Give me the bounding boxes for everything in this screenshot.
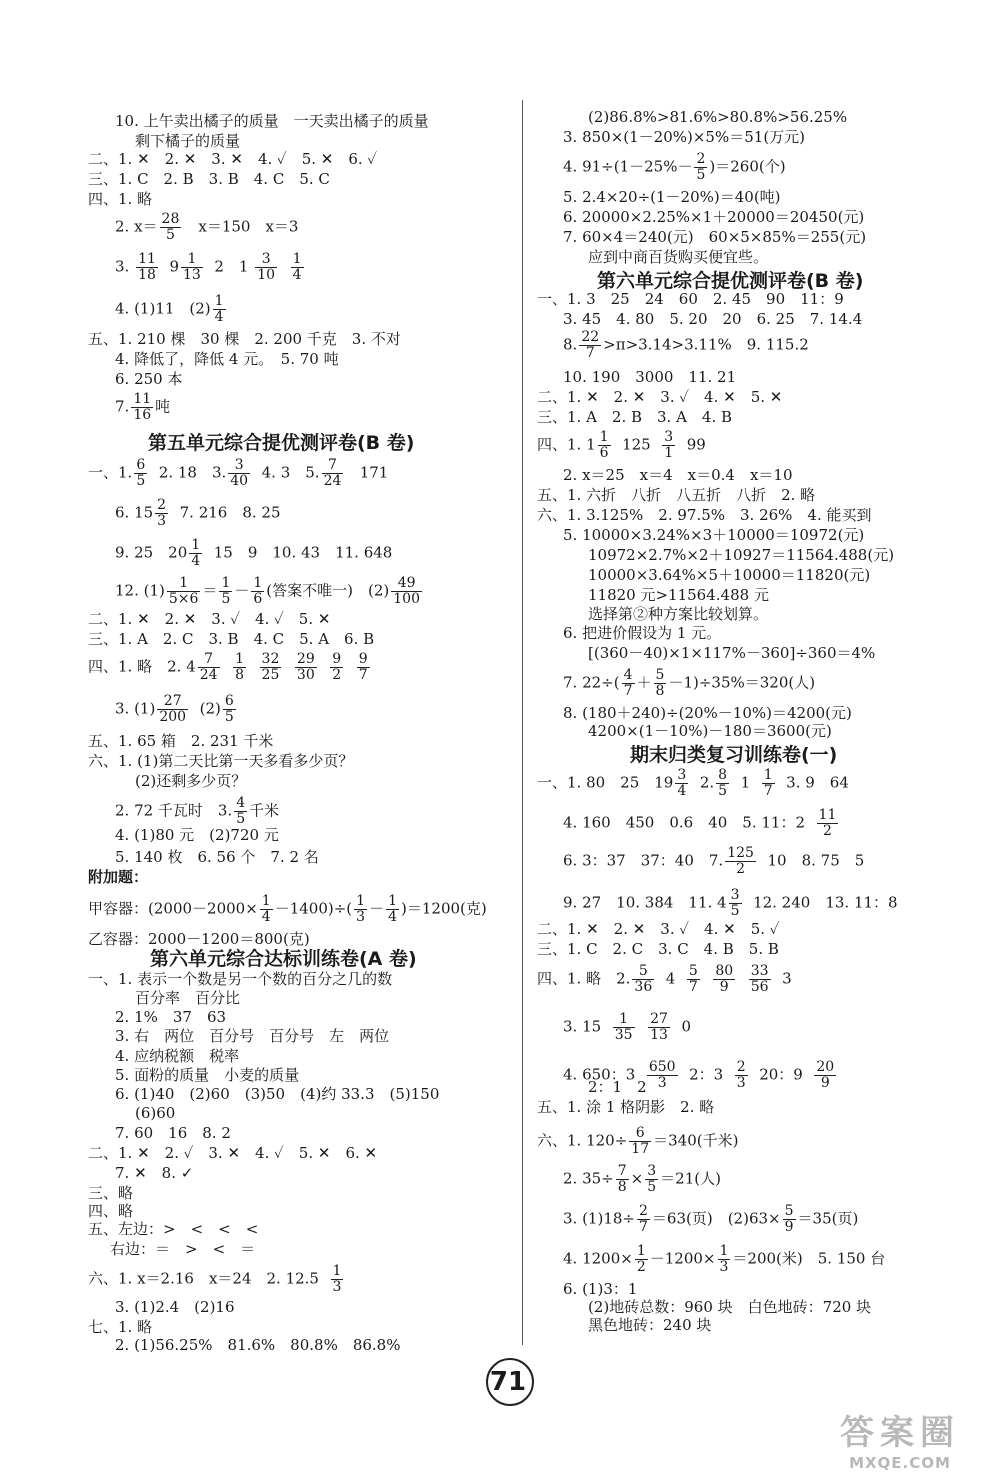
answer-line: 五、1. 涂 1 格阴影 2. 略: [537, 1098, 715, 1116]
answer-line: 六、1. x＝2.16 x＝24 2. 12.5 $\frac{1}{3}$: [88, 1263, 342, 1295]
section-title: 第六单元综合提优测评卷(B 卷): [597, 270, 864, 292]
answer-line: 六、1. (1)第二天比第一天多看多少页？: [88, 752, 354, 770]
answer-line: 3. 右 两位 百分号 百分号 左 两位: [115, 1027, 390, 1045]
answer-line: 一、1. 80 25 19 $\frac{3}{4}$ 2. $\frac{8}{5}$ 1 $\frac{1}{7}$ 3. 9 64: [537, 767, 849, 799]
answer-line: 7. 60×4＝240(元) 60×5×85%＝255(元): [563, 228, 867, 246]
answer-line: (6)60: [135, 1104, 176, 1122]
section-title: 第六单元综合达标训练卷(A 卷): [150, 948, 417, 970]
answer-line: 10000×3.64%×5＋10000＝11820(元): [588, 566, 871, 584]
answer-line: 3. (1)18÷ $\frac{2}{7}$ ＝63(页) (2)63× $\frac{5}{9}$ ＝35(页): [563, 1203, 859, 1235]
answer-line: 二、1. ✕ 2. ✕ 3. ✕ 4. ✓ 5. ✕ 6. ✓: [88, 150, 378, 168]
answer-line: 8. (180＋240)÷(20%－10%)＝4200(元): [563, 704, 852, 722]
answer-line: 10. 190 3000 11. 21: [563, 368, 737, 386]
answer-line: 4200×(1－10%)－180＝3600(元): [588, 722, 832, 740]
answer-line: 六、1. 120÷ $\frac{6}{17}$ ＝340(千米): [537, 1125, 739, 1157]
answer-line: 6. (1)40 (2)60 (3)50 (4)约 33.3 (5)150: [115, 1085, 440, 1103]
answer-line: 二、1. ✕ 2. ✕ 3. ✓ 4. ✕ 5. ✓: [537, 920, 780, 938]
answer-line: 9. 25 20 $\frac{1}{4}$ 15 9 10. 43 11. 648: [115, 537, 393, 569]
answer-line: 5. 2.4×20÷(1－20%)＝40(吨): [563, 188, 781, 206]
answer-line: 二、1. ✕ 2. ✓ 3. ✕ 4. ✓ 5. ✕ 6. ✕: [88, 1144, 378, 1162]
answer-line: 9. 27 10. 384 11. 4 $\frac{3}{5}$ 12. 240 13. 11：8: [563, 887, 898, 919]
answer-line: 7. 22÷( $\frac{4}{7}$ ＋ $\frac{5}{8}$ －1)÷35%＝320(人): [563, 667, 816, 699]
answer-line: 11820 元>11564.488 元: [588, 586, 769, 604]
answer-line: 五、1. 65 箱 2. 231 千米: [88, 732, 274, 750]
answer-line: 6. 15 $\frac{2}{3}$ 7. 216 8. 25: [115, 497, 281, 529]
answer-line: 6. 3：37 37：40 7. $\frac{125}{2}$ 10 8. 75 5: [563, 845, 865, 877]
answer-line: 右边：＝ > < ＝: [110, 1240, 256, 1258]
answer-line: 4. 160 450 0.6 40 5. 11：2 $\frac{11}{2}$: [563, 807, 837, 839]
answer-line: 百分率 百分比: [135, 989, 241, 1007]
answer-line: 三、1. C 2. C 3. C 4. B 5. B: [537, 940, 779, 958]
answer-line: 2：1 2: [588, 1078, 647, 1096]
answer-line: 6. 20000×2.25%×1＋20000＝20450(元): [563, 208, 865, 226]
answer-line: 一、1. $\frac{6}{5}$ 2. 18 3. $\frac{3}{40}$ 4. 3 5. $\frac{7}{24}$ 171: [88, 457, 389, 489]
answer-line: 6. 把进价假设为 1 元。: [563, 624, 722, 642]
answer-line: 6. 250 本: [115, 370, 183, 388]
watermark-url: MXQE.COM: [849, 1454, 951, 1472]
answer-line: 5. 140 枚 6. 56 个 7. 2 名: [115, 848, 319, 866]
answer-line: 10972×2.7%×2＋10927＝11564.488(元): [588, 546, 895, 564]
answer-line: 四、略: [88, 1202, 134, 1220]
answer-line: 三、1. A 2. C 3. B 4. C 5. A 6. B: [88, 630, 375, 648]
answer-line: 4. 1200× $\frac{1}{2}$ －1200× $\frac{1}{3}$ ＝200(米) 5. 150 台: [563, 1243, 886, 1275]
answer-line: [(360－40)×1×117%－360]÷360＝4%: [588, 644, 876, 662]
answer-line: 5. 面粉的质量 小麦的质量: [115, 1066, 300, 1084]
answer-line: 4. 650：3 $\frac{650}{3}$ 2：3 $\frac{2}{3}$ 20：9 $\frac{20}{9}$: [563, 1059, 835, 1091]
page-number: [468, 1352, 548, 1412]
answer-line: 4. (1)80 元 (2)720 元: [115, 826, 279, 844]
column-divider: [522, 100, 523, 1345]
answer-line: (2)地砖总数：960 块 白色地砖：720 块: [588, 1298, 872, 1316]
watermark-text: 答案圈: [840, 1413, 960, 1453]
answer-line: 黑色地砖：240 块: [588, 1316, 712, 1334]
answer-line: 五、1. 六折 八折 八五折 八折 2. 略: [537, 486, 816, 504]
answer-line: 二、1. ✕ 2. ✕ 3. ✓ 4. ✕ 5. ✕: [537, 388, 783, 406]
answer-line: 四、1. 略 2. 4 $\frac{7}{24}$ $\frac{1}{8}$ $\frac{32}{25}$ $\frac{29}{30}$ $\frac{9}{2}$ $\frac{9}{7}$: [88, 651, 368, 683]
answer-line: 4. 应纳税额 税率: [115, 1047, 240, 1065]
answer-line: 三、1. C 2. B 3. B 4. C 5. C: [88, 170, 330, 188]
answer-line: 2. x＝25 x＝4 x＝0.4 x＝10: [563, 466, 793, 484]
section-title: 第五单元综合提优测评卷(B 卷): [148, 432, 415, 454]
page-number-text: 71: [489, 1367, 527, 1397]
answer-line: (2)86.8%>81.6%>80.8%>56.25%: [588, 108, 848, 126]
answer-line: 2. 1% 37 63: [115, 1008, 227, 1026]
answer-line: 2. x＝ $\frac{28}{5}$ x＝150 x＝3: [115, 211, 299, 243]
answer-line: 8. $\frac{22}{7}$ >π>3.14>3.11% 9. 115.2: [563, 329, 809, 361]
answer-line: 应到中商百货购买便宜些。: [588, 248, 769, 266]
answer-line: 四、1. 1 $\frac{1}{6}$ 125 $\frac{3}{1}$ 99: [537, 429, 706, 461]
answer-line: 2. 72 千瓦时 3. $\frac{4}{5}$ 千米: [115, 795, 280, 827]
answer-line: 一、1. 表示一个数是另一个数的百分之几的数: [88, 970, 393, 988]
answer-line: 3. 45 4. 80 5. 20 20 6. 25 7. 14.4: [563, 310, 863, 328]
answer-line: 甲容器：(2000－2000× $\frac{1}{4}$ －1400)÷( $\frac{1}{3}$ － $\frac{1}{4}$ )＝1200(克): [88, 893, 487, 925]
answer-line: 三、1. A 2. B 3. A 4. B: [537, 408, 733, 426]
watermark: [820, 1405, 980, 1470]
answer-line: 七、1. 略: [88, 1318, 153, 1336]
answer-line: 一、1. 3 25 24 60 2. 45 90 11：9: [537, 290, 844, 308]
answer-line: 7. ✕ 8. ✓: [115, 1164, 194, 1182]
answer-line: 5. 10000×3.24%×3＋10000＝10972(元): [563, 526, 865, 544]
answer-line: 10. 上午卖出橘子的质量 一天卖出橘子的质量: [115, 112, 429, 130]
answer-line: 3. 850×(1－20%)×5%＝51(万元): [563, 128, 806, 146]
answer-line: 3. (1)2.4 (2)16: [115, 1298, 235, 1316]
answer-line: 五、1. 210 棵 30 棵 2. 200 千克 3. 不对: [88, 330, 401, 348]
answer-line: 12. (1) $\frac{1}{5\times 6}$ ＝ $\frac{1}{5}$ － $\frac{1}{6}$ (答案不唯一) (2) $\frac{49}{100}$: [115, 575, 420, 607]
answer-line: 乙容器：2000－1200＝800(克): [88, 930, 310, 948]
answer-line: 4. 91÷(1－25%－ $\frac{2}{5}$ )＝260(个): [563, 151, 786, 183]
answer-line: 二、1. ✕ 2. ✕ 3. ✓ 4. ✓ 5. ✕: [88, 610, 331, 628]
answer-line: 选择第②种方案比较划算。: [588, 605, 769, 623]
answer-line: 四、1. 略 2. $\frac{5}{36}$ 4 $\frac{5}{7}$ $\frac{80}{9}$ $\frac{33}{56}$ 3: [537, 963, 792, 995]
answer-line: 3. $\frac{11}{18}$ 9 $\frac{1}{13}$ 2 1 $\frac{3}{10}$ $\frac{1}{4}$: [115, 251, 302, 283]
answer-line: 2. 35÷ $\frac{7}{8}$ × $\frac{3}{5}$ ＝21(人): [563, 1163, 721, 1195]
answer-line: 3. 15 $\frac{1}{35}$ $\frac{27}{13}$ 0: [563, 1011, 692, 1043]
answer-line: 4. (1)11 (2) $\frac{1}{4}$: [115, 293, 224, 325]
answer-line: 五、左边：> < < <: [88, 1220, 259, 1238]
answer-line: 6. (1)3：1: [563, 1280, 638, 1298]
answer-line: 剩下橘子的质量: [135, 132, 241, 150]
answer-line: 六、1. 3.125% 2. 97.5% 3. 26% 4. 能买到: [537, 506, 872, 524]
answer-line: (2)还剩多少页？: [135, 772, 247, 790]
answer-line: 三、略: [88, 1184, 134, 1202]
answer-line: 2. (1)56.25% 81.6% 80.8% 86.8%: [115, 1336, 401, 1354]
section-title: 期末归类复习训练卷(一): [630, 744, 838, 766]
answer-line: 4. 降低了，降低 4 元。 5. 70 吨: [115, 350, 339, 368]
answer-line: 7. 60 16 8. 2: [115, 1124, 231, 1142]
answer-line: 附加题：: [88, 868, 149, 886]
answer-line: 四、1. 略: [88, 190, 153, 208]
answer-line: 7. $\frac{11}{16}$ 吨: [115, 391, 171, 423]
answer-line: 3. (1) $\frac{27}{200}$ (2) $\frac{6}{5}$: [115, 693, 234, 725]
